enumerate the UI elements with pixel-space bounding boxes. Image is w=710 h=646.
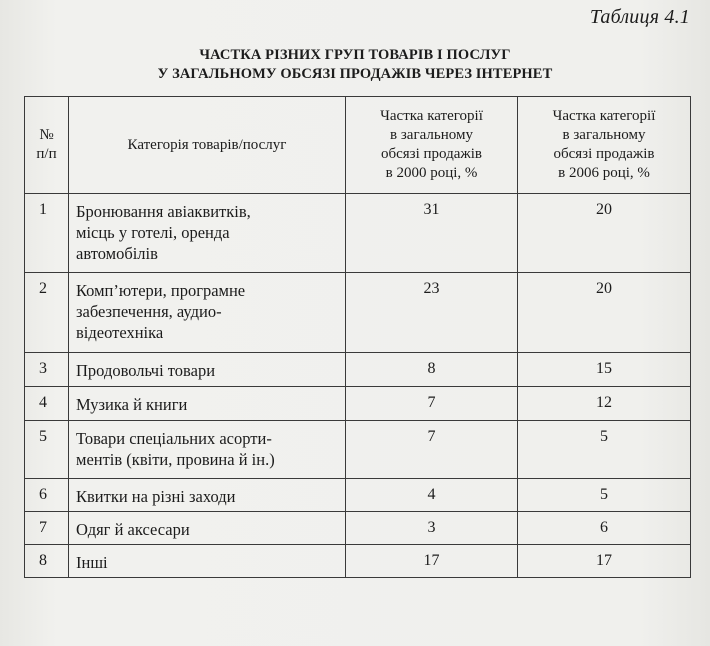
category-line: Квитки на різні заходи bbox=[76, 487, 236, 506]
header-2006-line-4: в 2006 році, % bbox=[558, 165, 650, 181]
table-header-row bbox=[25, 97, 691, 194]
header-number-line-2: п/п bbox=[36, 146, 57, 162]
row-number: 4 bbox=[25, 387, 69, 421]
row-category bbox=[69, 194, 346, 273]
sales-share-table bbox=[24, 96, 691, 578]
row-number: 5 bbox=[25, 421, 69, 479]
category-line: відеотехніка bbox=[76, 323, 164, 342]
share-2000-value: 3 bbox=[346, 512, 518, 545]
category-line: ментів (квіти, провина й ін.) bbox=[76, 450, 275, 469]
category-line: Бронювання авіаквитків, bbox=[76, 202, 251, 221]
share-2000-value: 23 bbox=[346, 273, 518, 353]
share-2006-value: 17 bbox=[518, 545, 691, 578]
category-line: Продовольчі товари bbox=[76, 361, 216, 380]
header-2000-line-4: в 2000 році, % bbox=[385, 165, 478, 181]
row-category bbox=[69, 387, 346, 421]
header-category: Категорія товарів/послуг bbox=[69, 97, 346, 194]
table-caption: Таблиця 4.1 bbox=[589, 6, 690, 28]
header-2006-line-3: обсязі продажів bbox=[553, 146, 655, 162]
share-2000-value: 7 bbox=[346, 387, 518, 421]
table-row bbox=[25, 194, 691, 273]
table-row bbox=[25, 421, 691, 479]
share-2006-value: 20 bbox=[518, 273, 691, 353]
category-line: Комп’ютери, програмне bbox=[76, 281, 246, 300]
share-2006-value: 5 bbox=[518, 421, 691, 479]
row-number: 6 bbox=[25, 479, 69, 512]
table-row bbox=[25, 545, 691, 578]
category-line: Музика й книги bbox=[76, 395, 188, 414]
table-row bbox=[25, 353, 691, 387]
table-row bbox=[25, 479, 691, 512]
table-title-line-1: ЧАСТКА РІЗНИХ ГРУП ТОВАРІВ І ПОСЛУГ bbox=[199, 47, 511, 63]
share-2000-value: 7 bbox=[346, 421, 518, 479]
row-category bbox=[69, 273, 346, 353]
share-2006-value: 20 bbox=[518, 194, 691, 273]
row-number: 8 bbox=[25, 545, 69, 578]
share-2006-value: 5 bbox=[518, 479, 691, 512]
share-2000-value: 4 bbox=[346, 479, 518, 512]
row-category bbox=[69, 479, 346, 512]
share-2006-value: 12 bbox=[518, 387, 691, 421]
header-2006-line-2: в загальному bbox=[562, 127, 646, 143]
row-category bbox=[69, 421, 346, 479]
table-row bbox=[25, 387, 691, 421]
table-title bbox=[0, 46, 710, 84]
share-2006-value: 15 bbox=[518, 353, 691, 387]
header-number bbox=[25, 97, 69, 194]
category-line: Інші bbox=[76, 553, 108, 572]
header-number-line-1: № bbox=[39, 127, 54, 143]
header-share-2006 bbox=[518, 97, 691, 194]
row-number: 7 bbox=[25, 512, 69, 545]
category-line: забезпечення, аудио- bbox=[76, 302, 222, 321]
row-category bbox=[69, 353, 346, 387]
table-title-line-2: У ЗАГАЛЬНОМУ ОБСЯЗІ ПРОДАЖІВ ЧЕРЕЗ ІНТЕРНЕТ bbox=[157, 66, 553, 82]
row-category bbox=[69, 512, 346, 545]
row-number: 1 bbox=[25, 194, 69, 273]
table-row bbox=[25, 273, 691, 353]
share-2000-value: 8 bbox=[346, 353, 518, 387]
header-2000-line-3: обсязі продажів bbox=[380, 146, 483, 162]
share-2000-value: 31 bbox=[346, 194, 518, 273]
table-row bbox=[25, 512, 691, 545]
header-2000-line-2: в загальному bbox=[390, 127, 473, 143]
category-line: Товари спеціальних асорти- bbox=[76, 429, 272, 448]
row-category bbox=[69, 545, 346, 578]
share-2000-value: 17 bbox=[346, 545, 518, 578]
header-share-2000 bbox=[346, 97, 518, 194]
category-line: автомобілів bbox=[76, 244, 158, 263]
share-2006-value: 6 bbox=[518, 512, 691, 545]
row-number: 2 bbox=[25, 273, 69, 353]
row-number: 3 bbox=[25, 353, 69, 387]
category-line: місць у готелі, оренда bbox=[76, 223, 230, 242]
header-2006-line-1: Частка категорії bbox=[552, 108, 656, 124]
header-2000-line-1: Частка категорії bbox=[380, 108, 483, 124]
category-line: Одяг й аксесари bbox=[76, 520, 190, 539]
